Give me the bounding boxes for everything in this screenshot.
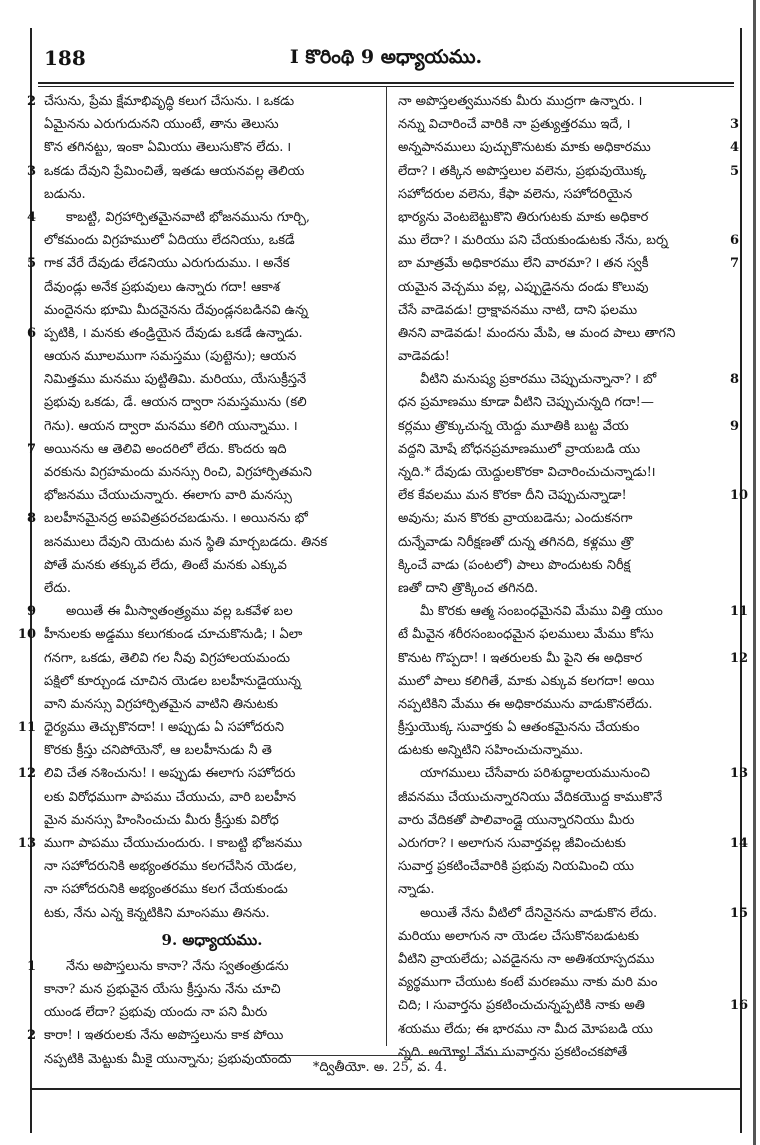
line-text: వాని మనస్సు విగ్రహార్పితమైన వాటిని తినుటకు (44, 696, 278, 712)
text-line (44, 554, 380, 577)
text-line (44, 1001, 380, 1024)
line-text: ఆయన మూలముగా సమస్తము (పుట్టెను); ఆయన (44, 349, 297, 365)
line-text: బలహీనమైనద్ర అపవిత్రపరచబడును. ౹ అయినను భో (44, 511, 308, 527)
text-line (398, 693, 734, 716)
text-line (44, 391, 380, 414)
text-line (398, 391, 734, 414)
text-line (398, 855, 734, 878)
line-text: లకు విరోధముగా పాపము చేయుచు, వారి బలహీన (44, 789, 296, 805)
line-text: లేక కేవలము మన కొరకా దీని చెప్పుచున్నాడా! (398, 488, 627, 504)
text-line (44, 229, 380, 252)
text-line (26, 600, 380, 623)
text-line (398, 600, 749, 623)
line-text: గనగా, ఒకడు, తెలివి గల నీవు విగ్రహాలయమందు (44, 650, 291, 666)
line-text: కర్లము త్రొక్కుచున్న యెద్దు మూతికి బుట్ట వేయ (398, 418, 629, 434)
verse-number: 4 (730, 140, 740, 156)
line-text: శయము లేదు; ఈ భారము నా మీద మోపబడి యు (398, 1021, 653, 1037)
text-line (398, 994, 749, 1017)
text-line (398, 971, 734, 994)
line-text: టకు, నేను ఎన్న కెన్నటికిని మాంసము తినను. (44, 905, 270, 921)
text-line (398, 832, 749, 855)
text-line (44, 136, 380, 159)
chapter-heading: 9. అధ్యాయము. (161, 930, 263, 949)
verse-number: 16 (730, 998, 749, 1014)
line-text: క్కించే వాడు (పంటలో) పాలు పొందుటకు నిరీక్ష (398, 557, 631, 573)
line-text: వ్యర్థముగా చేయుట కంటే మరణము నాకు మరి మం (398, 975, 658, 991)
text-line (398, 345, 734, 368)
text-line (44, 577, 380, 600)
text-line (398, 716, 734, 739)
line-text: కారా! ౹ ఇతరులకు నేను అపొస్తలును కాక పోయి (44, 1028, 284, 1044)
line-text: దున్నేవాడు నిరీక్షణతో దున్న తగినది, కళ్లము త్రొ (398, 534, 634, 550)
line-text: సహోదరుల వలెను, కేఫా వలెను, సహోదరియైన (398, 186, 633, 202)
line-text: కాబట్టి, విగ్రహార్పితమైనవాటి భోజనమును గూర్చి, (66, 209, 311, 225)
text-line (44, 276, 380, 299)
text-line (398, 739, 734, 762)
line-text: జనములు దేవుని యెదుట మన స్థితి మార్చబడదు. తినక (44, 534, 328, 550)
line-text: యుండ లేదా? ప్రభువు యందు నా పని మీరు (44, 1005, 268, 1021)
text-line (398, 1018, 734, 1041)
text-line (44, 415, 380, 438)
line-text: యమైన వెచ్చము వల్ల, ఎప్పుడైనను దండు కొలువు (398, 279, 649, 295)
page-header (38, 44, 734, 74)
verse-number: 6 (730, 233, 740, 249)
line-text: ప్పటికి, ౹ మనకు తండ్రియైన దేవుడు ఒకడే ఉన్నాడు. (44, 325, 303, 341)
line-text: లేదా? ౹ తక్కిన అపొస్తలుల వలెను, ప్రభువుయొక్క (398, 163, 647, 179)
verse-number: 9 (26, 604, 36, 620)
text-line (398, 229, 740, 252)
line-text: భోజనము చేయుచున్నారు. ఈలాగు వారి మనస్సు (44, 488, 292, 504)
text-line (26, 322, 380, 345)
line-text: కానా? మన ప్రభువైన యేసు క్రీస్తును నేను చూచి (44, 981, 281, 997)
text-line (398, 299, 734, 322)
line-text: లేదు. (44, 580, 72, 596)
line-text: ణతో దాని త్రొక్కించ తగినది. (398, 580, 539, 596)
text-line (398, 809, 734, 832)
verse-number: 3 (26, 163, 36, 179)
line-text: పక్షిలో కూర్చుండ చూచిన యెడల బలహీనుడైయున్న (44, 673, 301, 689)
text-line (44, 978, 380, 1001)
text-line (26, 206, 380, 229)
line-text: చేసును, ప్రేమ క్షేమాభివృద్ధి కలుగ చేసును. ౹ ఒకడు (44, 94, 295, 109)
line-text: అయితే ఈ మీస్వాతంత్ర్యము వల్ల ఒకవేళ బల (66, 604, 293, 620)
text-line (398, 206, 734, 229)
text-line (44, 739, 380, 762)
text-line (44, 531, 380, 554)
line-text: అన్నపానములు పుచ్చుకొనుటకు మాకు అధికారము (398, 140, 651, 156)
text-line (398, 925, 734, 948)
verse-number: 10 (17, 627, 36, 643)
text-line (44, 878, 380, 901)
line-text: నేను అపొస్తలును కానా? నేను స్వతంత్రుడను (66, 958, 289, 974)
verse-number: 4 (26, 209, 36, 225)
line-text: డుటకు అన్నిటిని సహించుచున్నాము. (398, 743, 584, 759)
text-line (398, 252, 740, 275)
line-text: దేవుండ్లు అనేక ప్రభువులు ఉన్నారు గదా! ఆకాశ (44, 279, 280, 295)
line-text: ము లేదా? ౹ మరియు పని చేయకుండుటకు నేను, బర్న (398, 233, 668, 249)
verse-number: 2 (26, 1028, 36, 1044)
line-text: కొన తగినట్టు, ఇంకా ఏమియు తెలుసుకొన లేదు. ౹ (44, 140, 292, 156)
verse-number: 7 (26, 441, 36, 457)
verse-number: 11 (17, 720, 36, 736)
text-line (44, 461, 380, 484)
text-line (44, 902, 380, 925)
verse-number: 2 (26, 94, 36, 109)
line-text: తినని వాడెవడు! మందను మేపి, ఆ మంద పాలు తాగని (398, 325, 676, 341)
line-text: న్నది. అయ్యో! నేను సువార్తను ప్రకటించకపోతే (398, 1044, 628, 1060)
text-line (398, 183, 734, 206)
text-line (44, 345, 380, 368)
line-text: పోతే మనకు తక్కువ లేదు, తింటే మనకు ఎక్కువ (44, 557, 287, 573)
text-line (44, 299, 380, 322)
text-line (44, 113, 380, 136)
footnote-rule (262, 1055, 512, 1056)
verse-number: 6 (26, 325, 36, 341)
text-line (398, 438, 734, 461)
line-text: నిమిత్తము మనము పుట్టితిమి. మరియు, యేసుక్రీస్తనే (44, 372, 307, 388)
line-text: ఎరుగరా? ౹ అలాగున సువార్తవల్ల జీవించుటకు (398, 836, 626, 851)
line-text: వీటిని వ్రాయలేదు; ఎవడైనను నా అతిశయాస్పదము (398, 951, 655, 967)
text-line (398, 647, 749, 670)
text-line (44, 786, 380, 809)
verse-number: 14 (730, 836, 749, 851)
text-line (44, 183, 380, 206)
line-text: లోకమందు విగ్రహములో ఏదియు లేదనియు, ఒకడే (44, 233, 295, 249)
text-line (17, 623, 380, 646)
text-line (44, 809, 380, 832)
line-text: వాడెవడు! (398, 349, 450, 365)
line-text: నన్ను విచారించే వారికి నా ప్రత్యుత్తరము ఇదే, ౹ (398, 117, 631, 133)
line-text: బా మాత్రమే అధికారము లేని వారమా? ౹ తన స్వకీ (398, 256, 649, 272)
text-line (398, 484, 749, 507)
text-line (398, 160, 740, 183)
verse-number: 5 (730, 163, 740, 179)
text-line (17, 832, 380, 855)
text-line (398, 415, 740, 438)
line-text: ప్రభువు ఒకడు, డే. ఆయన ద్వారా సమస్తమును (కలి (44, 395, 307, 411)
text-line (398, 507, 734, 530)
text-line (26, 955, 380, 978)
line-text: టే మీవైన శరీరసంబంధమైన ఫలములు మేము కోసు (398, 627, 654, 643)
line-text: సువార్త ప్రకటించేవారికి ప్రభువు నియమించి యు (398, 859, 634, 875)
line-text: ముగా పాపము చేయుచుందురు. ౹ కాబట్టి భోజనము (44, 836, 303, 851)
text-line (26, 90, 380, 113)
line-text: మైన మనస్సు హింసించుచు మీరు క్రీస్తుకు విరోధ (44, 812, 279, 828)
text-line (398, 902, 749, 925)
text-line (44, 855, 380, 878)
page-title: I కొరింథి 9 అధ్యాయము. (289, 46, 483, 68)
line-text: వారు వేదికతో పాలివాండ్లై యున్నారనియు మీరు (398, 812, 635, 828)
text-line (398, 368, 740, 391)
verse-number: 7 (730, 256, 740, 272)
line-text: ధైర్యము తెచ్చుకొనదా! ౹ అప్పుడు ఏ సహోదరుని (44, 720, 285, 736)
text-line (398, 670, 734, 693)
line-text: నా అపొస్తలత్వమునకు మీరు ముద్రగా ఉన్నారు. ౹ (398, 94, 643, 109)
line-text: వద్దని మోషే బోధనప్రమాణములో వ్రాయబడి యు (398, 441, 641, 457)
line-text: న్నది.* దేవుడు యెద్దులకొరకా విచారించుచున్నాడు!౹ (398, 465, 656, 480)
verse-number: 15 (730, 905, 749, 921)
text-line (398, 531, 734, 554)
line-text: హీనులకు అడ్డము కలుగకుండ చూచుకొనుడి; ౹ ఏలా (44, 627, 303, 643)
line-text: క్రీస్తుయొక్క సువార్తకు ఏ ఆతంకమైనను చేయకుం (398, 720, 640, 736)
text-line (26, 252, 380, 275)
binding-edge (753, 0, 756, 1145)
line-text: జీవనము చేయుచున్నారనియు వేదికయొద్ద కాముకొనే (398, 789, 663, 805)
verse-number: 8 (730, 372, 740, 388)
line-text: నా సహోదరునికి అభ్యంతరము కలగచేసిన యెడల, (44, 859, 297, 875)
line-text: మీ కొరకు ఆత్మ సంబంధమైనవి మేము విత్తి యుం (420, 604, 663, 620)
verse-number: 9 (730, 418, 740, 434)
text-line (398, 136, 740, 159)
footnote: *ద్వితీయో. అ. 25, వ. 4. (312, 1060, 448, 1075)
text-line (44, 484, 380, 507)
text-line (398, 948, 734, 971)
verse-number: 12 (730, 650, 749, 666)
line-text: మందైనను భూమి మీదనైనను దేవుండ్లనబడినవి ఉన్న (44, 302, 308, 318)
line-text: లివి చేత నశించును! ౹ అప్పుడు ఈలాగు సహోదరు (44, 766, 296, 782)
text-line (17, 762, 380, 785)
page-number: 188 (44, 46, 86, 70)
text-line (44, 647, 380, 670)
text-line (26, 1024, 380, 1047)
line-text: నా సహోదరునికి అభ్యంతరము కలగ చేయకుండు (44, 882, 288, 898)
text-line (398, 878, 734, 901)
text-line (398, 461, 734, 484)
line-text: మరియు అలాగున నా యెడల చేసుకొనబడుటకు (398, 928, 640, 944)
line-text: న్నాడు. (398, 882, 435, 898)
text-line (398, 322, 734, 345)
text-line (398, 113, 740, 136)
line-text: కొనుట గొప్పదా! ౹ ఇతరులకు మీ పైని ఈ అధికార (398, 650, 643, 666)
column-divider (386, 86, 387, 1046)
text-line (44, 693, 380, 716)
line-text: అవును; మన కొరకు వ్రాయబడెను; ఎందుకనగా (398, 511, 633, 527)
bottom-rule (30, 1088, 742, 1090)
line-text: అయినను ఆ తెలివి అందరిలో లేదు. కొందరు ఇది (44, 441, 287, 457)
line-text: యాగములు చేసేవారు పరిశుద్ధాలయమునుంచి (420, 766, 651, 782)
verse-number: 11 (730, 604, 749, 620)
line-text: నప్పటికి మెట్టుకు మీకై యున్నాను; ప్రభువుయందు (44, 1051, 292, 1067)
line-text: ములో పాలు కలిగితే, మాకు ఎక్కువ కలగదా! అయి (398, 673, 655, 689)
verse-number: 1 (26, 958, 36, 974)
line-text: గెను). ఆయన ద్వారా మనము కలిగి యున్నాము. ౹ (44, 418, 298, 434)
verse-number: 3 (730, 117, 740, 133)
line-text: నప్పటికిని మేము ఈ అధికారమును వాడుకొనలేదు. (398, 696, 653, 712)
text-line (398, 762, 749, 785)
verse-number: 12 (17, 766, 36, 782)
line-text: వరకును విగ్రహమందు మనస్సు రించి, విగ్రహార్పితమని (44, 465, 312, 480)
text-line (26, 438, 380, 461)
verse-number: 13 (17, 836, 36, 851)
line-text: కొరకు క్రీస్తు చనిపోయెనో, ఆ బలహీనుడు నీ తె (44, 743, 272, 759)
line-text: ఏమైనను ఎరుగుదునని యుంటే, తాను తెలుసు (44, 117, 279, 133)
verse-number: 8 (26, 511, 36, 527)
text-line (398, 786, 734, 809)
text-line (398, 276, 734, 299)
text-line (398, 623, 734, 646)
line-text: గాక వేరే దేవుడు లేడనియు ఎరుగుదుము. ౹ అనేక (44, 256, 290, 272)
text-line (44, 368, 380, 391)
left-column (17, 90, 380, 1071)
text-line (398, 90, 734, 113)
text-line (398, 577, 734, 600)
text-line (17, 716, 380, 739)
verse-number: 13 (730, 766, 749, 782)
text-line (26, 160, 380, 183)
line-text: భార్యను వెంటబెట్టుకొని తిరుగుటకు మాకు అధికార (398, 209, 649, 225)
line-text: ఒకడు దేవుని ప్రేమించితే, ఇతడు ఆయనవల్ల తెలియ (44, 163, 305, 179)
right-column (398, 90, 749, 1064)
verse-number: 5 (26, 256, 36, 272)
text-line (44, 670, 380, 693)
line-text: చిది; ౹ సువార్తను ప్రకటించుచున్నప్పటికి నాకు అతి (398, 998, 645, 1014)
line-text: వీటిని మనుష్య ప్రకారము చెప్పుచున్నానా? ౹ బో (420, 372, 657, 388)
line-text: చేసే వాడెవడు! ద్రాక్షావనము నాటి, దాని ఫలము (398, 302, 638, 318)
line-text: బడును. (44, 186, 86, 202)
verse-number: 10 (730, 488, 749, 504)
line-text: అయితే నేను వీటిలో దేనినైనను వాడుకొన లేదు. (420, 905, 658, 921)
text-line (26, 507, 380, 530)
text-line (398, 554, 734, 577)
line-text: ధన ప్రమాణము కూడా వీటిని చెప్పుచున్నది గదా!— (398, 395, 654, 411)
